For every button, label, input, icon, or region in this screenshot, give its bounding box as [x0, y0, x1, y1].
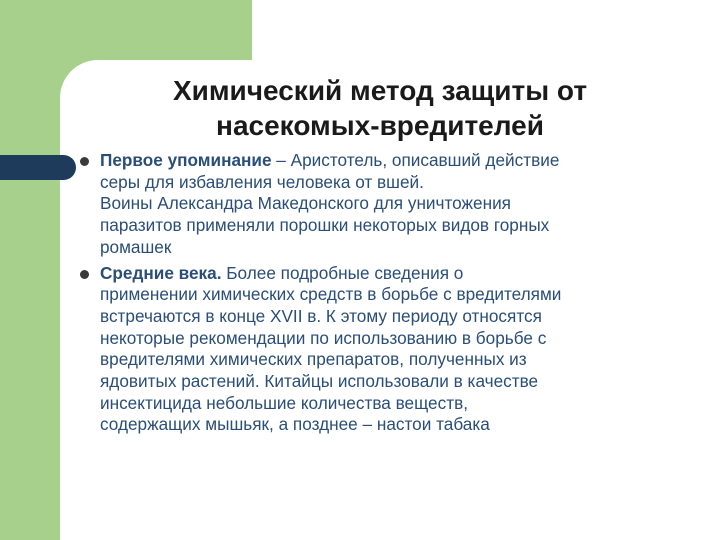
bullet-lead: Первое упоминание: [100, 150, 272, 170]
decorative-navy-tab: [0, 155, 76, 180]
slide-title: [90, 73, 670, 143]
bullet-dot-icon: [80, 157, 89, 166]
bullet-dot-icon: [80, 270, 89, 279]
bullet-line: ромашек: [100, 236, 172, 257]
decorative-green-bar-left: [0, 0, 60, 540]
bullet-lead: Средние века.: [100, 262, 222, 283]
bullet-line: паразитов применяли порошки некоторых видов горных: [100, 215, 550, 236]
bullet-line: [100, 150, 706, 172]
bullet-line: инсектицида небольшие количества веществ,: [100, 392, 468, 413]
bullet-line: вредителями химических препаратов, полученных из: [100, 349, 527, 370]
slide-title-line-2: насекомых-вредителей: [216, 110, 544, 141]
bullet-item-middle-ages: [76, 263, 706, 437]
bullet-line: содержащих мышьяк, а позднее – настои табака: [100, 414, 490, 435]
bullet-line: применении химических средств в борьбе с вредителями: [100, 284, 562, 305]
bullet-text: – Аристотель, описавший действие: [271, 150, 560, 170]
bullet-item-first-mention: [76, 150, 706, 259]
bullet-line: Воины Александра Македонского для уничтожения: [100, 193, 511, 214]
bullet-line: ядовитых растений. Китайцы использовали в качестве: [100, 371, 539, 392]
bullet-line: встречаются в конце XVII в. К этому периоду относятся: [100, 305, 542, 326]
bullet-line: [100, 263, 706, 285]
bullet-line: некоторые рекомендации по использованию в борьбе с: [100, 327, 547, 348]
bullet-text: Более подробные сведения о: [221, 262, 464, 283]
bullet-list: [76, 150, 706, 440]
slide-title-line-1: Химический метод защиты от: [172, 75, 588, 106]
bullet-line: серы для избавления человека от вшей.: [100, 171, 424, 192]
